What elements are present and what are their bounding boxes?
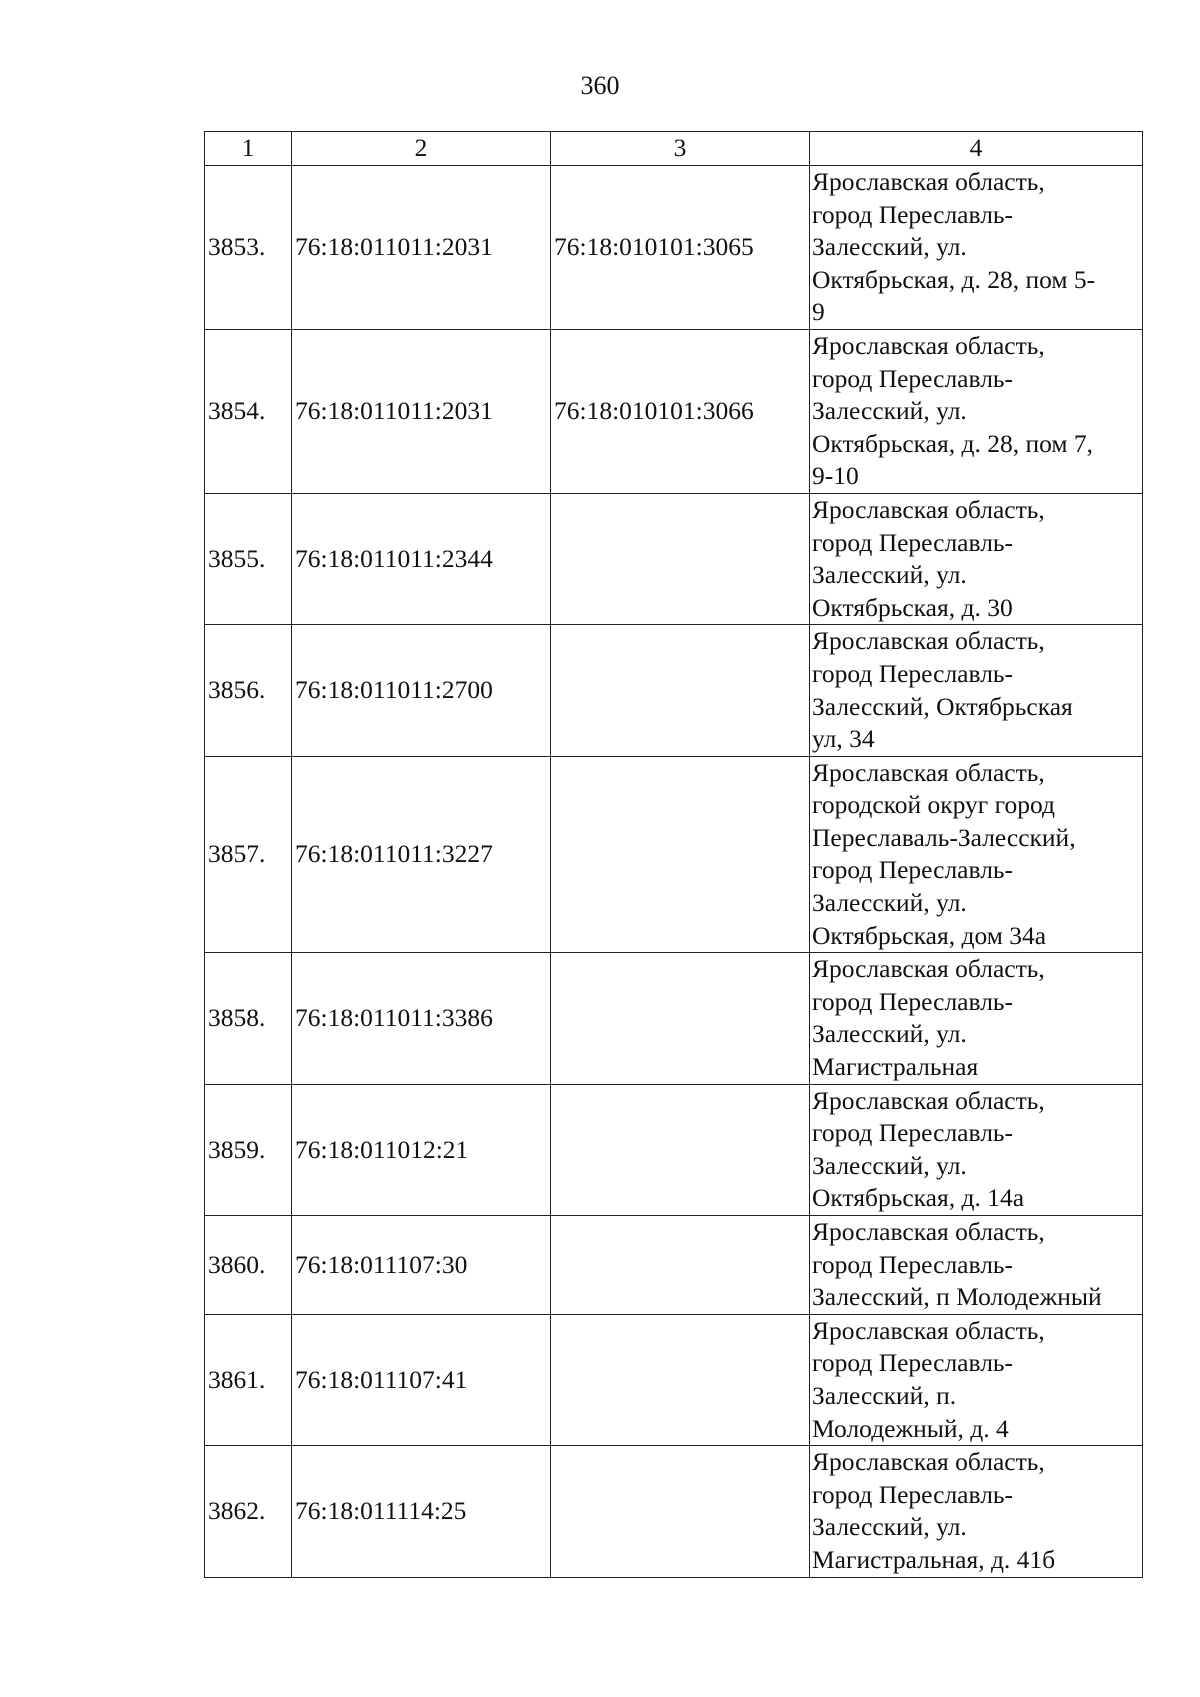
- address-line: Ярославская область,: [812, 1085, 1045, 1115]
- address-line: Залесский, п.: [812, 1380, 957, 1410]
- address-line: Ярославская область,: [812, 1447, 1045, 1477]
- address-cell: [810, 756, 1143, 953]
- building-number-cell: 76:18:010101:3065: [551, 166, 810, 330]
- address-line: Магистральная: [812, 1052, 979, 1082]
- cadastral-number-cell: 76:18:011012:21: [292, 1084, 551, 1215]
- row-number-cell: 3861.: [205, 1314, 292, 1445]
- registry-table: [204, 131, 1143, 1578]
- column-header-4: 4: [810, 132, 1143, 166]
- address-line: 9-10: [812, 461, 859, 491]
- row-number-cell: 3858.: [205, 953, 292, 1084]
- address-line: город Переславль-: [812, 1479, 1014, 1509]
- row-number-cell: 3855.: [205, 493, 292, 624]
- cadastral-number-cell: 76:18:011114:25: [292, 1446, 551, 1577]
- building-number-cell: [551, 625, 810, 756]
- address-line: Октябрьская, д. 30: [812, 592, 1013, 622]
- cadastral-number-cell: 76:18:011011:2031: [292, 329, 551, 493]
- address-line: город Переславль-: [812, 1118, 1014, 1148]
- address-line: Ярославская область,: [812, 330, 1045, 360]
- address-line: городской округ город: [812, 790, 1055, 820]
- address-line: Переславаль-Залесский,: [812, 822, 1076, 852]
- address-line: город Переславль-: [812, 527, 1014, 557]
- row-number-cell: 3854.: [205, 329, 292, 493]
- row-number-cell: 3859.: [205, 1084, 292, 1215]
- column-header-1: 1: [205, 132, 292, 166]
- address-line: Ярославская область,: [812, 167, 1045, 196]
- cadastral-number-cell: 76:18:011011:2700: [292, 625, 551, 756]
- table-row: [205, 1314, 1143, 1445]
- building-number-cell: [551, 953, 810, 1084]
- row-number-cell: 3853.: [205, 166, 292, 330]
- address-line: 9: [812, 297, 825, 327]
- table-row: [205, 756, 1143, 953]
- address-line: Залесский, ул.: [812, 1019, 967, 1049]
- address-line: город Переславль-: [812, 1249, 1014, 1279]
- table-row: [205, 1084, 1143, 1215]
- address-line: город Переславль-: [812, 199, 1014, 229]
- address-line: город Переславль-: [812, 986, 1014, 1016]
- row-number-cell: 3857.: [205, 756, 292, 953]
- address-cell: [810, 953, 1143, 1084]
- address-line: Залесский, ул.: [812, 396, 967, 426]
- column-header-2: 2: [292, 132, 551, 166]
- address-line: город Переславль-: [812, 658, 1014, 688]
- table-row: [205, 166, 1143, 330]
- address-line: Ярославская область,: [812, 954, 1045, 984]
- address-cell: [810, 493, 1143, 624]
- address-line: Ярославская область,: [812, 1217, 1045, 1246]
- table-body: [205, 166, 1143, 1578]
- cadastral-number-cell: 76:18:011107:30: [292, 1216, 551, 1315]
- address-line: Октябрьская, д. 28, пом 7,: [812, 428, 1093, 458]
- cadastral-number-cell: 76:18:011011:2031: [292, 166, 551, 330]
- address-line: Октябрьская, д. 28, пом 5-: [812, 264, 1096, 294]
- header-row: [205, 132, 1143, 166]
- address-cell: [810, 625, 1143, 756]
- cadastral-number-cell: 76:18:011107:41: [292, 1314, 551, 1445]
- address-cell: [810, 1446, 1143, 1577]
- building-number-cell: [551, 1216, 810, 1315]
- table-row: [205, 953, 1143, 1084]
- address-line: Ярославская область,: [812, 1315, 1045, 1345]
- column-header-3: 3: [551, 132, 810, 166]
- address-line: Залесский, ул.: [812, 560, 967, 590]
- row-number-cell: 3862.: [205, 1446, 292, 1577]
- address-line: ул, 34: [812, 724, 875, 754]
- cadastral-number-cell: 76:18:011011:2344: [292, 493, 551, 624]
- table-row: [205, 625, 1143, 756]
- table-header: [205, 132, 1143, 166]
- address-line: город Переславль-: [812, 363, 1014, 393]
- address-cell: [810, 1216, 1143, 1315]
- address-line: Залесский, ул.: [812, 1150, 967, 1180]
- address-line: Октябрьская, д. 14а: [812, 1183, 1025, 1213]
- address-line: Залесский, п Молодежный: [812, 1282, 1102, 1312]
- building-number-cell: [551, 1314, 810, 1445]
- address-line: Ярославская область,: [812, 626, 1045, 656]
- table-row: [205, 1446, 1143, 1577]
- address-line: Магистральная, д. 41б: [812, 1544, 1056, 1574]
- table-row: [205, 329, 1143, 493]
- address-line: город Переславль-: [812, 855, 1014, 885]
- address-line: Залесский, ул.: [812, 1512, 967, 1542]
- address-cell: [810, 1314, 1143, 1445]
- page-number: 360: [580, 71, 620, 100]
- row-number-cell: 3860.: [205, 1216, 292, 1315]
- building-number-cell: [551, 1084, 810, 1215]
- building-number-cell: [551, 493, 810, 624]
- address-line: Залесский, Октябрьская: [812, 691, 1073, 721]
- table-row: [205, 493, 1143, 624]
- cadastral-number-cell: 76:18:011011:3386: [292, 953, 551, 1084]
- building-number-cell: [551, 1446, 810, 1577]
- address-line: Ярославская область,: [812, 757, 1045, 787]
- address-line: Залесский, ул.: [812, 888, 967, 918]
- address-cell: [810, 166, 1143, 330]
- address-line: Залесский, ул.: [812, 232, 967, 262]
- address-line: Ярославская область,: [812, 494, 1045, 524]
- cadastral-number-cell: 76:18:011011:3227: [292, 756, 551, 953]
- table-row: [205, 1216, 1143, 1315]
- address-line: Октябрьская, дом 34а: [812, 920, 1047, 950]
- address-line: Молодежный, д. 4: [812, 1413, 1009, 1443]
- address-cell: [810, 1084, 1143, 1215]
- building-number-cell: [551, 756, 810, 953]
- address-cell: [810, 329, 1143, 493]
- building-number-cell: 76:18:010101:3066: [551, 329, 810, 493]
- address-line: город Переславль-: [812, 1348, 1014, 1378]
- row-number-cell: 3856.: [205, 625, 292, 756]
